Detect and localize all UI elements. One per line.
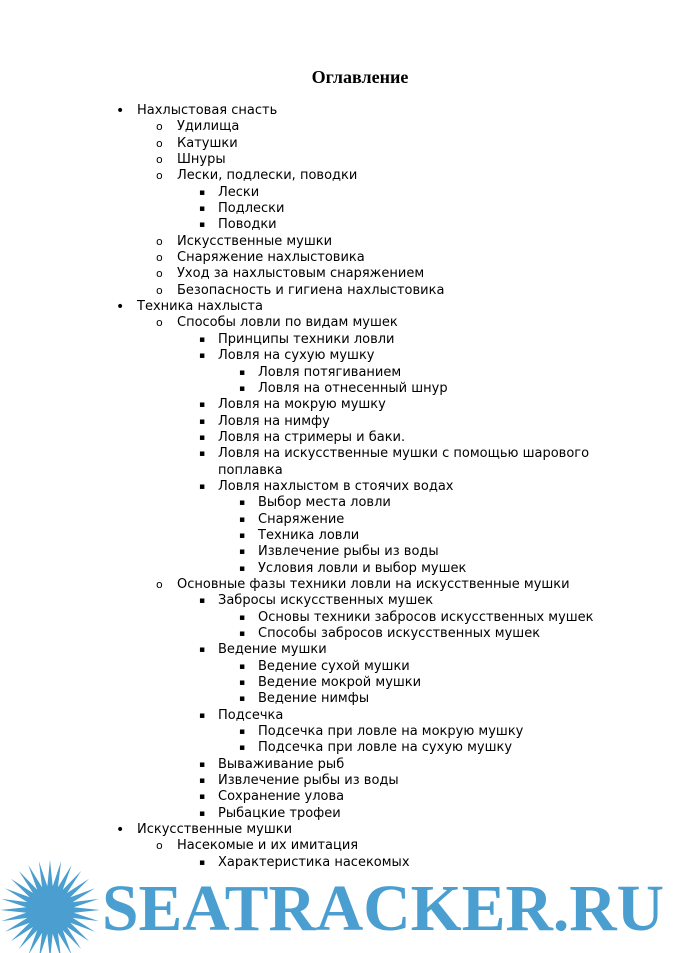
toc-item-level-4[interactable] <box>0 495 673 511</box>
bullet-icon: ▪ <box>239 563 246 574</box>
bullet-icon: ▪ <box>199 220 206 231</box>
seatracker-watermark <box>0 848 673 953</box>
toc-item-level-4[interactable] <box>0 561 673 577</box>
bullet-icon: ▪ <box>239 661 246 672</box>
toc-item-level-2[interactable] <box>0 315 673 331</box>
bullet-icon: ▪ <box>199 481 206 492</box>
toc-item-text: Лески, подлески, поводки <box>177 168 358 184</box>
watermark-text: SEATRACKER.RU <box>102 872 664 945</box>
toc-item-level-3[interactable] <box>0 332 673 348</box>
toc-item-level-1[interactable] <box>0 822 673 838</box>
toc-item-text: Ловля на стримеры и баки. <box>218 429 406 445</box>
toc-item-text: Характеристика насекомых <box>218 854 410 870</box>
bullet-icon: ▪ <box>199 710 206 721</box>
toc-item-level-4[interactable] <box>0 512 673 528</box>
toc-item-text: Насекомые и их имитация <box>177 838 359 854</box>
toc-item-level-4[interactable] <box>0 740 673 756</box>
toc-item-level-3[interactable] <box>0 773 673 789</box>
toc-item-text: Ловля нахлыстом в стоячих водах <box>218 478 454 494</box>
toc-item-text: Ловля на отнесенный шнур <box>258 380 448 396</box>
bullet-icon: o <box>156 169 163 183</box>
bullet-icon: ▪ <box>199 334 206 345</box>
bullet-icon: ▪ <box>199 808 206 819</box>
toc-item-level-2[interactable] <box>0 119 673 135</box>
bullet-icon: ▪ <box>239 498 246 509</box>
bullet-icon: ▪ <box>199 792 206 803</box>
toc-item-level-3[interactable] <box>0 397 673 413</box>
toc-item-text: Нахлыстовая снасть <box>137 103 278 118</box>
bullet-icon: ▪ <box>199 400 206 411</box>
bullet-icon: • <box>116 299 125 316</box>
toc-item-text: Извлечение рыбы из воды <box>218 773 399 789</box>
toc-item-level-3[interactable] <box>0 642 673 658</box>
toc-item-level-3[interactable] <box>0 414 673 430</box>
toc-item-text: Шнуры <box>177 152 226 168</box>
toc-item-level-3[interactable] <box>0 348 673 364</box>
toc-item-text: Вываживание рыб <box>218 756 345 772</box>
toc-item-text: Подлески <box>218 201 285 217</box>
toc-item-level-1[interactable] <box>0 299 673 315</box>
toc-item-text: Искусственные мушки <box>137 822 293 838</box>
bullet-icon: ▪ <box>199 187 206 198</box>
toc-item-level-2[interactable] <box>0 168 673 184</box>
toc-item-text: Подсечка <box>218 707 284 723</box>
toc-item-level-3[interactable] <box>0 201 673 217</box>
toc-item-level-4[interactable] <box>0 544 673 560</box>
toc-item-text: Уход за нахлыстовым снаряжением <box>177 266 425 282</box>
bullet-icon: o <box>156 251 163 265</box>
toc-item-level-4[interactable] <box>0 381 673 397</box>
toc-item-text: Ловля на искусственные мушки с помощью шарового поплавка <box>218 446 590 478</box>
toc-item-text: Основы техники забросов искусственных мушек <box>258 609 594 625</box>
toc-item-text: Ловля на сухую мушку <box>218 348 375 364</box>
sun-icon <box>0 860 100 953</box>
bullet-icon: o <box>156 120 163 134</box>
bullet-icon: ▪ <box>199 204 206 215</box>
toc-item-level-4[interactable] <box>0 365 673 381</box>
toc-item-text: Выбор места ловли <box>258 495 391 511</box>
bullet-icon: o <box>156 267 163 281</box>
bullet-icon: ▪ <box>239 629 246 639</box>
toc-item-level-1[interactable] <box>0 103 673 119</box>
toc-item-text: Ловля на мокрую мушку <box>218 397 386 413</box>
toc-item-text: Безопасность и гигиена нахлыстовика <box>177 282 445 298</box>
toc-item-level-3[interactable] <box>0 806 673 822</box>
bullet-icon: ▪ <box>239 678 246 689</box>
bullet-icon: ▪ <box>239 530 246 541</box>
bullet-icon: o <box>156 316 163 330</box>
toc-item-text: Извлечение рыбы из воды <box>258 544 439 560</box>
toc-item-text: Удилища <box>177 119 240 135</box>
bullet-icon: ▪ <box>239 367 246 378</box>
toc-item-text: Поводки <box>218 217 277 233</box>
toc-item-level-3[interactable] <box>0 479 673 495</box>
toc-item-level-3[interactable] <box>0 593 673 609</box>
bullet-icon: ▪ <box>239 694 246 705</box>
bullet-icon: ▪ <box>199 759 206 770</box>
toc-item-level-2[interactable] <box>0 152 673 168</box>
toc-item-text: Рыбацкие трофеи <box>218 805 341 821</box>
toc-item-level-2[interactable] <box>0 283 673 299</box>
bullet-icon: • <box>116 103 125 119</box>
toc-item-level-3[interactable] <box>0 430 673 446</box>
bullet-icon: o <box>156 153 163 167</box>
page-title: Оглавление <box>311 67 409 87</box>
toc-item-level-2[interactable] <box>0 577 673 593</box>
toc-item-level-4[interactable] <box>0 675 673 691</box>
toc-item-text: Лески <box>218 184 260 200</box>
toc-item-text: Ловля потягиванием <box>258 364 402 380</box>
toc-item-level-3[interactable] <box>0 217 673 233</box>
toc-item-level-3[interactable] <box>0 757 673 773</box>
toc-item-level-3[interactable] <box>0 789 673 805</box>
bullet-icon: ▪ <box>199 596 206 607</box>
sun-core <box>29 889 71 931</box>
bullet-icon: o <box>156 283 163 297</box>
toc-item-level-2[interactable] <box>0 266 673 282</box>
toc-item-text: Ведение мокрой мушки <box>258 675 422 691</box>
toc-item-text: Техника ловли <box>258 527 360 543</box>
toc-item-level-4[interactable] <box>0 626 673 642</box>
bullet-icon: ▪ <box>239 547 246 558</box>
bullet-icon: ▪ <box>199 776 206 787</box>
toc-item-text: Ведение нимфы <box>258 691 370 707</box>
toc-item-text: Основные фазы техники ловли на искусственные мушки <box>177 576 570 592</box>
bullet-icon: o <box>156 136 163 150</box>
toc-item-text: Сохранение улова <box>218 789 345 805</box>
toc-item-level-3[interactable] <box>0 708 673 724</box>
bullet-icon: ▪ <box>239 383 246 394</box>
toc-item-text: Способы ловли по видам мушек <box>177 315 398 331</box>
bullet-icon: ▪ <box>239 743 246 754</box>
bullet-icon: o <box>156 839 163 853</box>
toc-item-text: Способы забросов искусственных мушек <box>258 626 541 641</box>
toc-item-text: Условия ловли и выбор мушек <box>258 560 467 576</box>
bullet-icon: ▪ <box>199 449 206 460</box>
toc-item-level-2[interactable] <box>0 136 673 152</box>
bullet-icon: ▪ <box>199 351 206 362</box>
toc-item-text: Техника нахлыста <box>137 299 263 315</box>
toc-item-level-4[interactable] <box>0 528 673 544</box>
bullet-icon: o <box>156 577 163 591</box>
toc-item-text: Снаряжение нахлыстовика <box>177 250 365 266</box>
table-of-contents <box>0 103 673 871</box>
bullet-icon: o <box>156 234 163 248</box>
toc-item-text: Подсечка при ловле на сухую мушку <box>258 740 513 756</box>
toc-item-level-3[interactable] <box>0 185 673 201</box>
bullet-icon: ▪ <box>239 514 246 525</box>
bullet-icon: ▪ <box>239 727 246 738</box>
toc-item-level-4[interactable] <box>0 610 673 626</box>
toc-item-text: Подсечка при ловле на мокрую мушку <box>258 724 524 740</box>
toc-item-level-3[interactable] <box>0 446 613 479</box>
toc-item-level-4[interactable] <box>0 724 673 740</box>
toc-item-text: Забросы искусственных мушек <box>218 593 434 609</box>
toc-item-text: Катушки <box>177 135 238 151</box>
toc-item-level-4[interactable] <box>0 691 673 707</box>
toc-item-level-2[interactable] <box>0 234 673 250</box>
bullet-icon: ▪ <box>239 612 246 623</box>
bullet-icon: ▪ <box>199 645 206 656</box>
bullet-icon: ▪ <box>199 857 206 868</box>
toc-item-text: Ловля на нимфу <box>218 413 330 429</box>
toc-item-level-4[interactable] <box>0 659 673 675</box>
bullet-icon: ▪ <box>199 432 206 443</box>
bullet-icon: ▪ <box>199 416 206 427</box>
toc-item-level-2[interactable] <box>0 250 673 266</box>
toc-item-text: Принципы техники ловли <box>218 331 395 347</box>
toc-item-text: Искусственные мушки <box>177 233 333 249</box>
toc-item-text: Снаряжение <box>258 511 345 527</box>
toc-item-text: Ведение сухой мушки <box>258 658 410 674</box>
bullet-icon: • <box>116 822 125 839</box>
toc-item-text: Ведение мушки <box>218 642 327 658</box>
